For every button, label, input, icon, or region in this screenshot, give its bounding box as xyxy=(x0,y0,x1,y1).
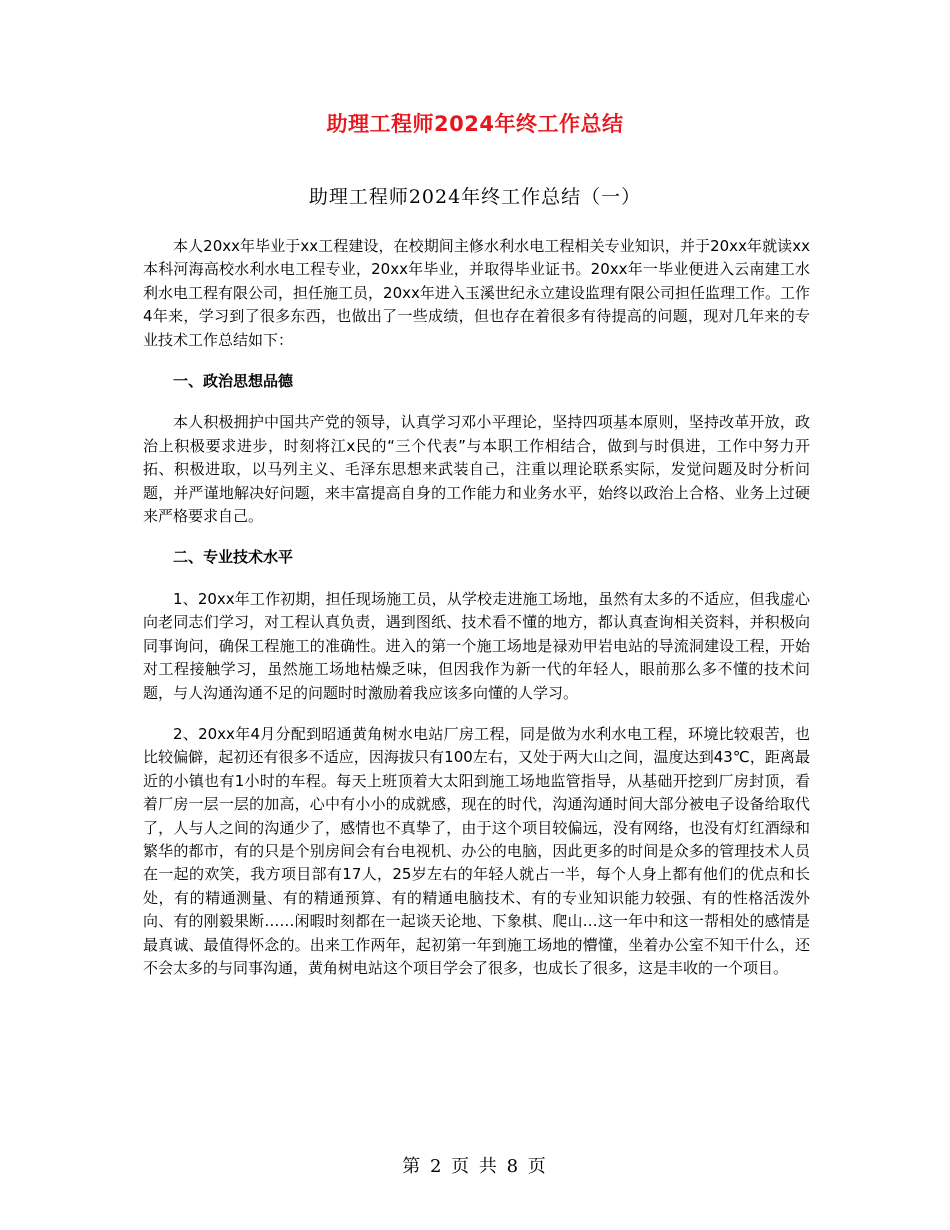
document-body xyxy=(143,235,810,998)
document-title: 助理工程师2024年终工作总结 xyxy=(326,112,624,136)
section-heading-politics: 一、政治思想品德 xyxy=(173,372,294,391)
section-heading-technical: 二、专业技术水平 xyxy=(173,548,294,567)
politics-paragraph: 本人积极拥护中国共产党的领导，认真学习邓小平理论，坚持四项基本原则，坚持改革开放，政治上积极要求进步，时刻将江x民的“三个代表”与本职工作相结合，做到与时俱进，工作中努力开拓、积极进取，以马列主义、毛泽东思想来武装自己，注重以理论联系实际，发觉问题及时分析问题，并严谨地解决好问题，来丰富提高自身的工作能力和业务水平，始终以政治上合格、业务上过硬来严格要求自己。 xyxy=(143,413,810,526)
technical-paragraph-1: 1、20xx年工作初期，担任现场施工员，从学校走进施工场地，虽然有太多的不适应，但我虚心向老同志们学习，对工程认真负责，遇到图纸、技术看不懂的地方，都认真查询相关资料，并积极向同事询问，确保工程施工的准确性。进入的第一个施工场地是禄劝甲岩电站的导流洞建设工程，开始对工程接触学习，虽然施工场地枯燥乏味，但因我作为新一代的年轻人，眼前那么多不懂的技术问题，与人沟通沟通不足的问题时时激励着我应该多向懂的人学习。 xyxy=(143,589,810,702)
intro-paragraph: 本人20xx年毕业于xx工程建设，在校期间主修水利水电工程相关专业知识，并于20xx年就读xx本科河海高校水利水电工程专业，20xx年毕业，并取得毕业证书。20xx年一毕业便进入云南建工水利水电工程有限公司，担任施工员，20xx年进入玉溪世纪永立建设监理有限公司担任监理工作。工作4年来，学习到了很多东西，也做出了一些成绩，但也存在着很多有待提高的问题，现对几年来的专业技术工作总结如下： xyxy=(143,237,810,349)
page-number-footer: 第 2 页 共 8 页 xyxy=(402,1156,548,1177)
document-subtitle: 助理工程师2024年终工作总结（一） xyxy=(308,186,642,208)
technical-paragraph-2: 2、20xx年4月分配到昭通黄角树水电站厂房工程，同是做为水利水电工程，环境比较艰苦，也比较偏僻，起初还有很多不适应，因海拔只有100左右，又处于两大山之间，温度达到43℃，距离最近的小镇也有1小时的车程。每天上班顶着大太阳到施工场地监管指导，从基础开挖到厂房封顶，看着厂房一层一层的加高，心中有小小的成就感，现在的时代，沟通沟通时间大部分被电子设备给取代了，人与人之间的沟通少了，感情也不真挚了，由于这个项目较偏远，没有网络，也没有灯红酒绿和繁华的都市，有的只是个别房间会有台电视机、办公的电脑，因此更多的时间是众多的管理技术人员在一起的欢笑，我方项目部有17人，25岁左右的年轻人就占一半，每个人身上都有他们的优点和长处，有的精通测量、有的精通预算、有的精通电脑技术、有的专业知识能力较强、有的性格活泼外向、有的刚毅果断……闲暇时刻都在一起谈天论地、下象棋、爬山…这一年中和这一帮相处的感情是最真诚、最值得怀念的。出来工作两年，起初第一年到施工场地的懵懂，坐着办公室不知干什么，还不会太多的与同事沟通，黄角树电站这个项目学会了很多，也成长了很多，这是丰收的一个项目。 xyxy=(143,724,810,977)
